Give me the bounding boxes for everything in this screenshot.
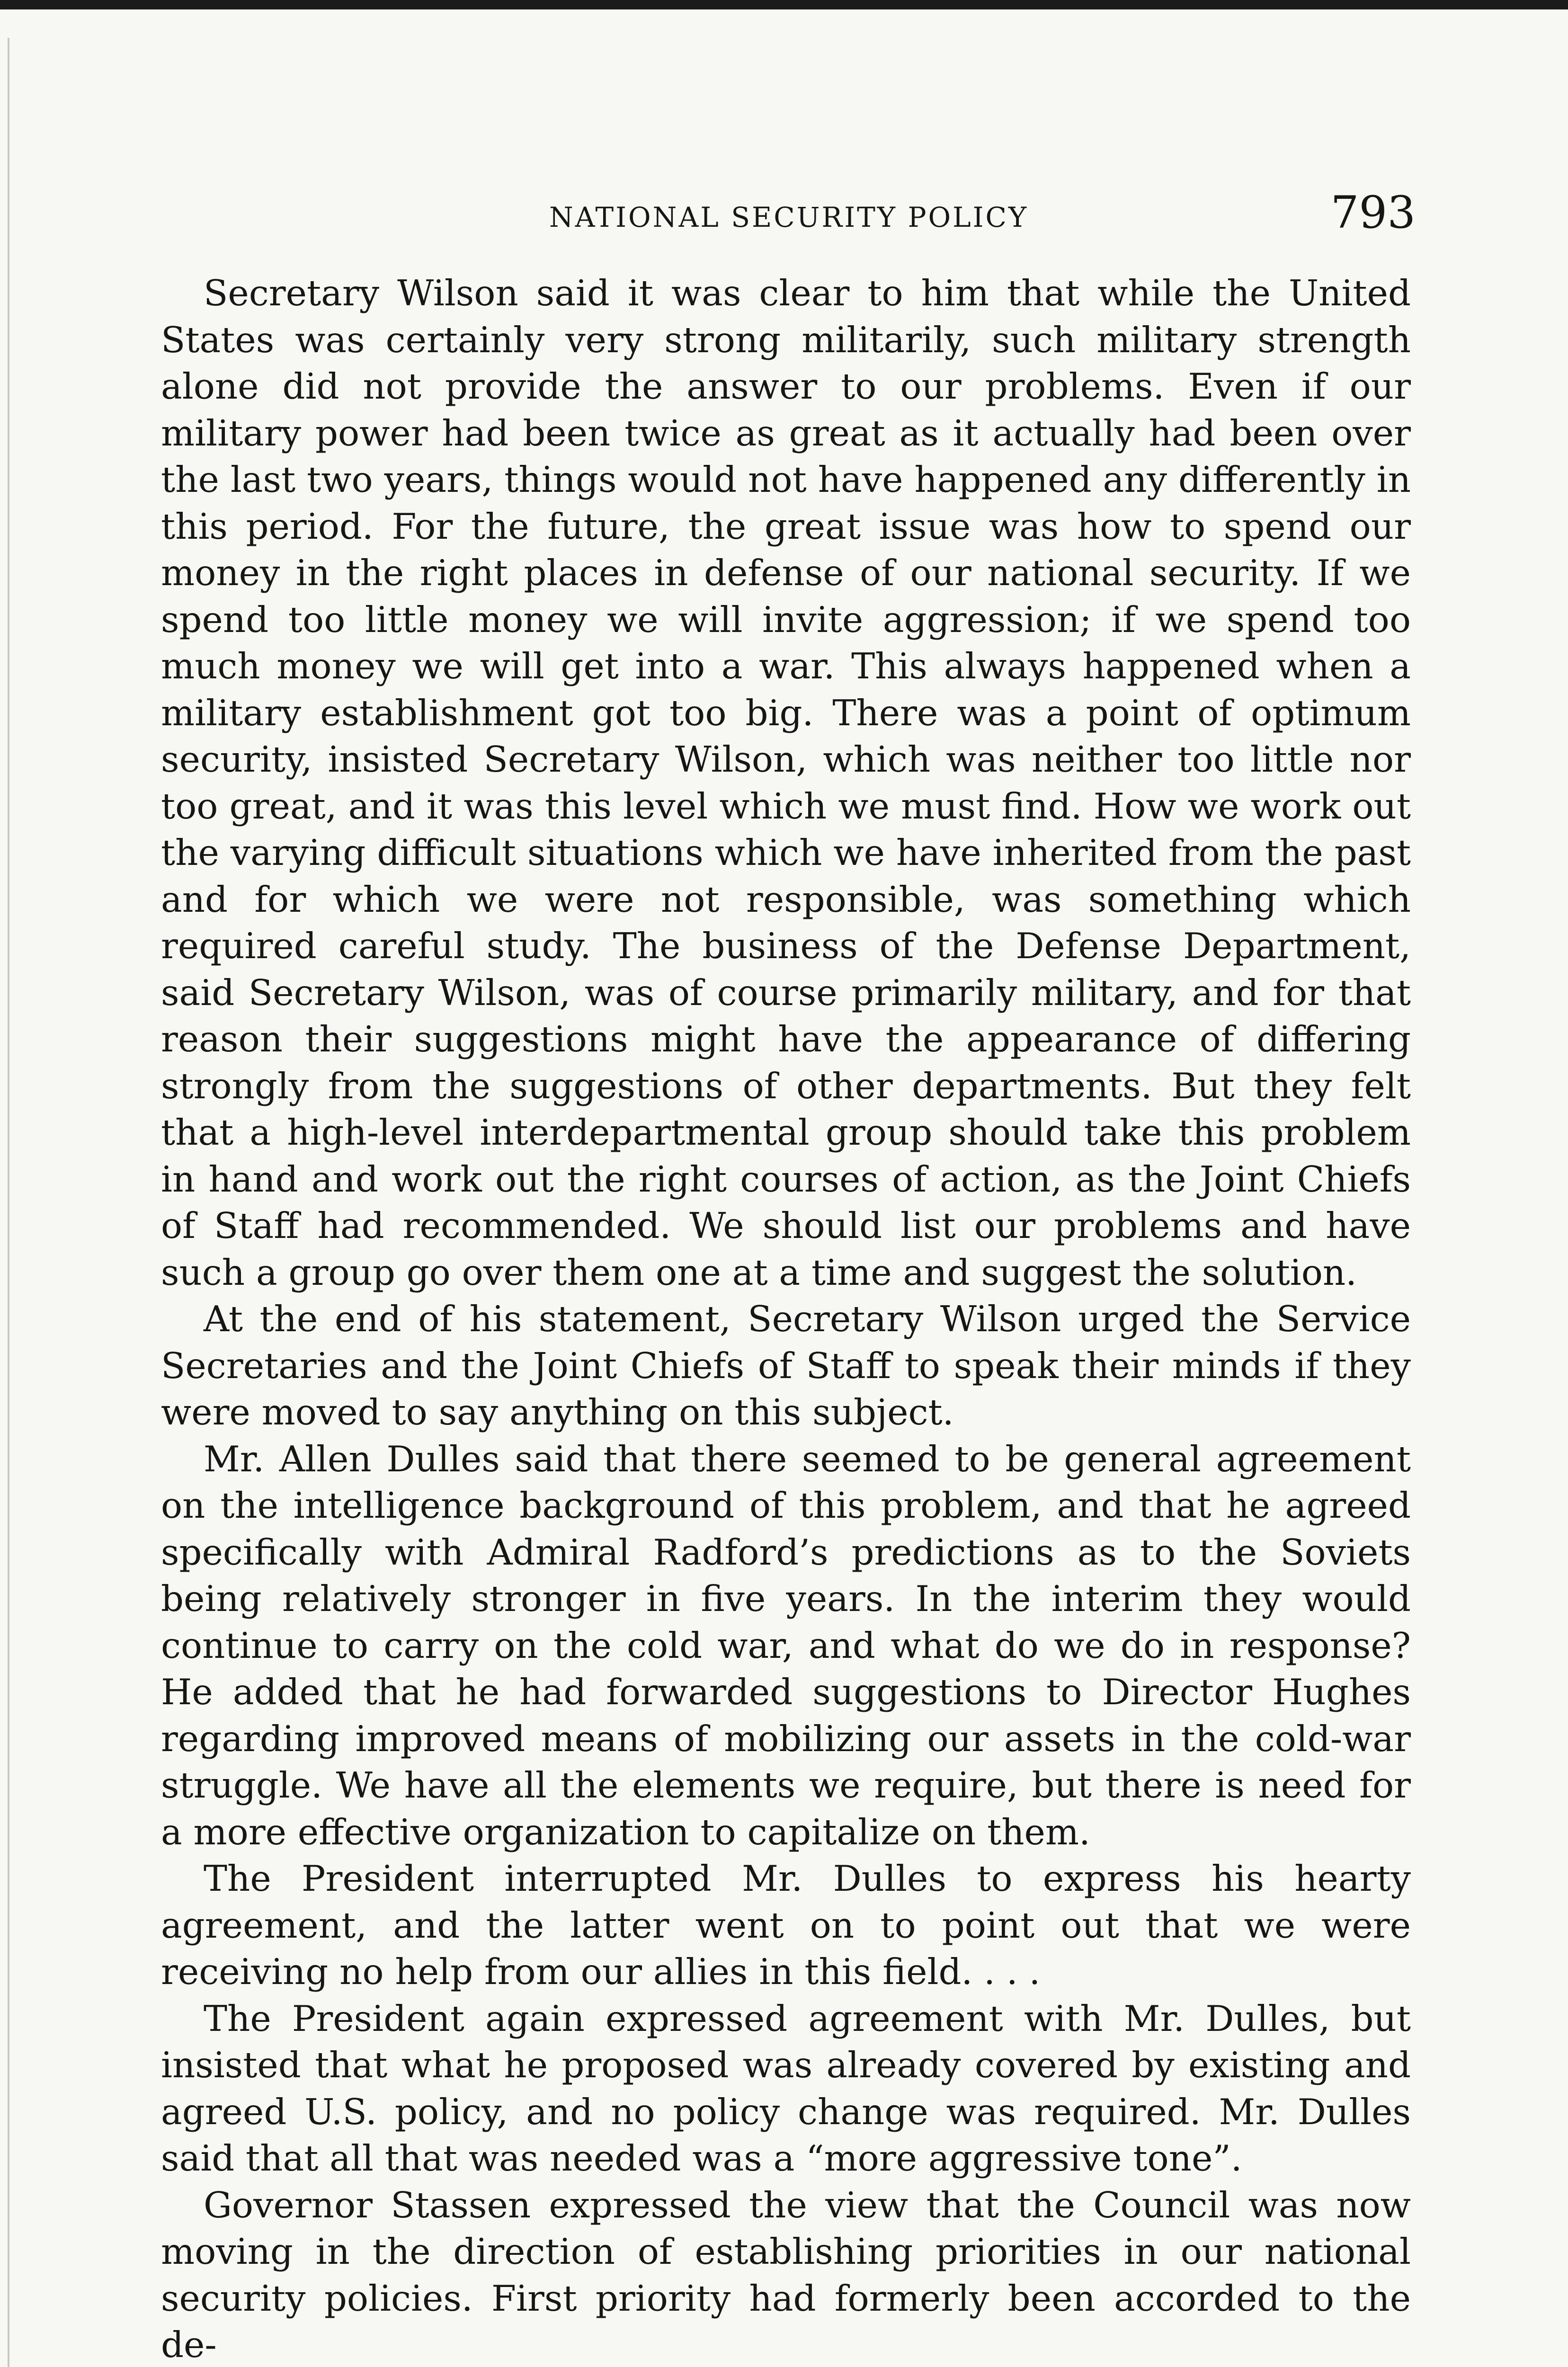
page-number: 793 [1330,187,1416,239]
paragraph-president-agreement: The President again expressed agreement with Mr. Dulles, but insisted that what he proposed was already covered by existing and agreed U.S. policy, and no policy change was required. Mr. Dulles said that all that was needed was a “more aggressive tone”. [161,1997,1411,2179]
paragraph-dulles-agreement: Mr. Allen Dulles said that there seemed to be general agreement on the intelligence background of this problem, and that he agreed specifically with Admiral Radford’s predictions as to the Soviets being relatively stronger in five years. In the interim they would continue to carry on the cold war, and what do we do in response? He added that he had forwarded suggestions to Director Hughes regarding improved means of mobilizing our assets in the cold-war struggle. We have all the elements we require, but there is need for a more effective organization to capitalize on them. [161,1438,1411,1853]
paragraph-president-interrupts: The President interrupted Mr. Dulles to express his hearty agreement, and the latter went on to point out that we were receiving no help from our allies in this field. . . . [161,1858,1411,1993]
paragraph-wilson-urges: At the end of his statement, Secretary Wilson urged the Service Secretaries and the Joint Chiefs of Staff to speak their minds if they were moved to say anything on this subject. [161,1298,1411,1433]
body-text [161,270,1411,2367]
paragraph-wilson-statement: Secretary Wilson said it was clear to him that while the United States was certainly very strong militarily, such military strength alone did not provide the answer to our problems. Even if our military power had been twice as great as it actually had been over the last two years, things would not have happened any differently in this period. For the future, the great issue was how to spend our money in the right places in defense of our national security. If we spend too little money we will invite aggression; if we spend too much money we will get into a war. This always happened when a military establishment got too big. There was a point of optimum security, insisted Secretary Wilson, which was neither too little nor too great, and it was this level which we must find. How we work out the varying difficult situations which we have inherited from the past and for which we were not responsible, was something which required careful study. The business of the Defense Department, said Secretary Wilson, was of course primarily military, and for that reason their suggestions might have the appearance of differing strongly from the suggestions of other departments. But they felt that a high-level interdepartmental group should take this problem in hand and work out the right courses of action, as the Joint Chiefs of Staff had recommended. We should list our problems and have such a group go over them one at a time and suggest the solution. [161,272,1411,1293]
running-title: NATIONAL SECURITY POLICY [549,201,1029,233]
running-head [166,187,1416,249]
paragraph-stassen-view: Governor Stassen expressed the view that the Council was now moving in the direction of establishing priorities in our national security policies. First priority had formerly been accorded to the de- [161,2184,1411,2366]
